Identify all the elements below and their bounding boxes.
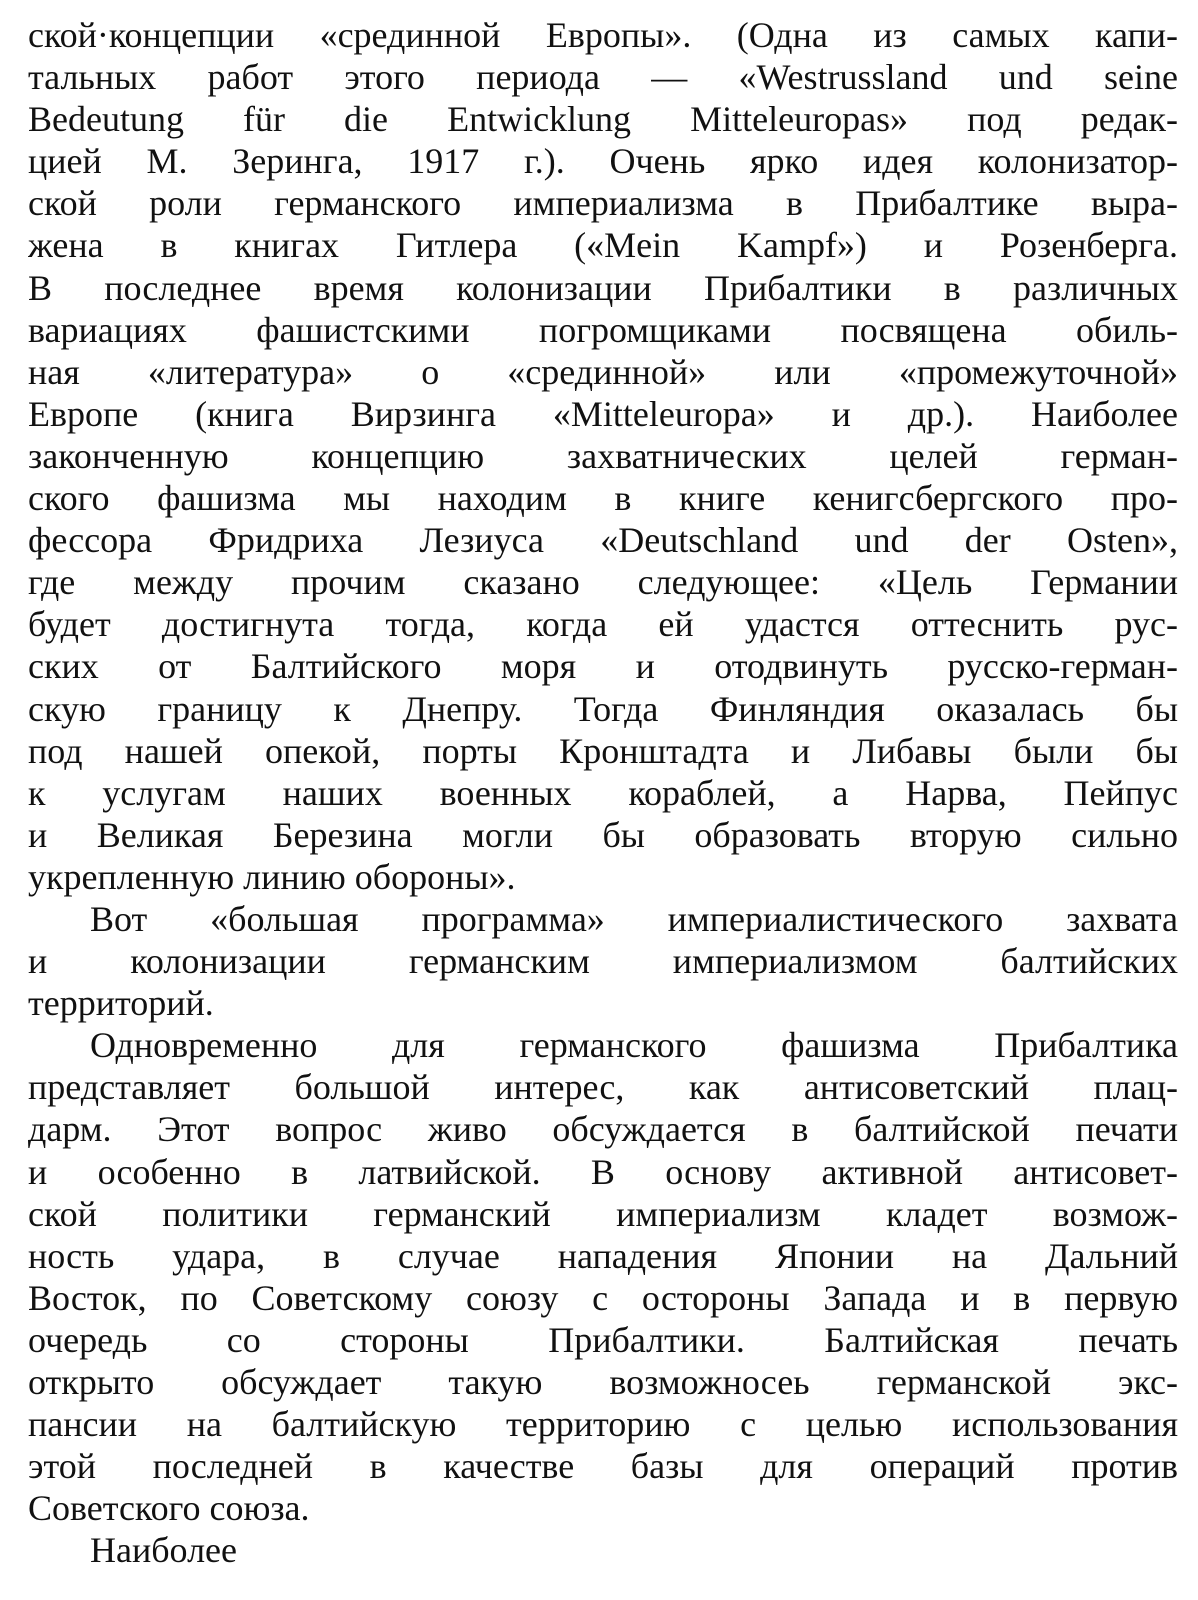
text-line: Вот «большая программа» империалистического захвата [90,898,1178,939]
text-line: и особенно в латвийской. В основу активной антисовет- [28,1151,1178,1192]
text-line: законченную концепцию захватнических целей герман- [28,435,1178,476]
text-line: ской·концепции «срединной Европы». (Одна из самых капи- [28,15,1178,55]
text-line: территорий. [28,983,214,1024]
text-line: ских от Балтийского моря и отодвинуть русско-герман- [28,646,1178,687]
text-line: ского фашизма мы находим в книге кенигсбергского про- [28,478,1178,519]
text-line: скую границу к Днепру. Тогда Финляндия оказалась бы [28,688,1178,729]
text-line: дарм. Этот вопрос живо обсуждается в балтийской печати [28,1109,1178,1150]
document-page [28,14,1178,1600]
text-line: представляет большой интерес, как антисоветский плац- [28,1067,1178,1108]
paragraph-4-cut-off [28,1529,1178,1571]
text-line: цией М. Зеринга, 1917 г.). Очень ярко идея колонизатор- [28,141,1178,182]
text-line: Восток, по Советскому союзу с остороны Запада и в первую [28,1277,1178,1318]
text-line: тальных работ этого периода — «Westrussland und seine [28,57,1178,98]
text-line: В последнее время колонизации Прибалтики в различных [28,267,1178,308]
text-line: к услугам наших военных кораблей, а Нарва, Пейпус [28,772,1178,813]
text-line: открыто обсуждает такую возможносеь германской экс- [28,1362,1178,1402]
text-line: и Великая Березина могли бы образовать вторую сильно [28,814,1178,855]
text-line: под нашей опекой, порты Кронштадта и Либавы были бы [28,730,1178,771]
paragraph-2 [28,898,1178,1024]
text-line: ность удара, в случае нападения Японии на Дальний [28,1235,1178,1276]
text-line: и колонизации германским империализмом балтийских [28,941,1178,982]
text-line: укрепленную линию обороны». [28,856,516,897]
text-line: Одновременно для германского фашизма Прибалтика [90,1025,1178,1066]
text-line: пансии на балтийскую территорию с целью использования [28,1404,1178,1445]
text-line: Наиболее [90,1530,238,1571]
text-line: Советского союза. [28,1488,310,1529]
paragraph-1 [28,14,1178,898]
text-line: ской роли германского империализма в Прибалтике выра- [28,183,1178,224]
text-line: вариациях фашистскими погромщиками посвящена обиль- [28,309,1178,350]
text-line: Европе (книга Вирзинга «Mitteleuropa» и др.). Наиболее [28,393,1178,434]
text-line: фессора Фридриха Лезиуса «Deutschland und der Osten», [28,520,1178,561]
text-line: очередь со стороны Прибалтики. Балтийская печать [28,1319,1178,1360]
text-line: будет достигнута тогда, когда ей удастся оттеснить рус- [28,604,1178,645]
text-line: Bedeutung für die Entwicklung Mitteleuropas» под редак- [28,99,1178,140]
text-line: ная «литература» о «срединной» или «промежуточной» [28,351,1178,392]
text-line: где между прочим сказано следующее: «Цель Германии [28,562,1178,603]
text-line: жена в книгах Гитлера («Mein Kampf») и Розенберга. [28,225,1178,266]
paragraph-3 [28,1024,1178,1529]
text-line: ской политики германский империализм кладет возмож- [28,1193,1178,1234]
text-line: этой последней в качестве базы для операций против [28,1446,1178,1487]
